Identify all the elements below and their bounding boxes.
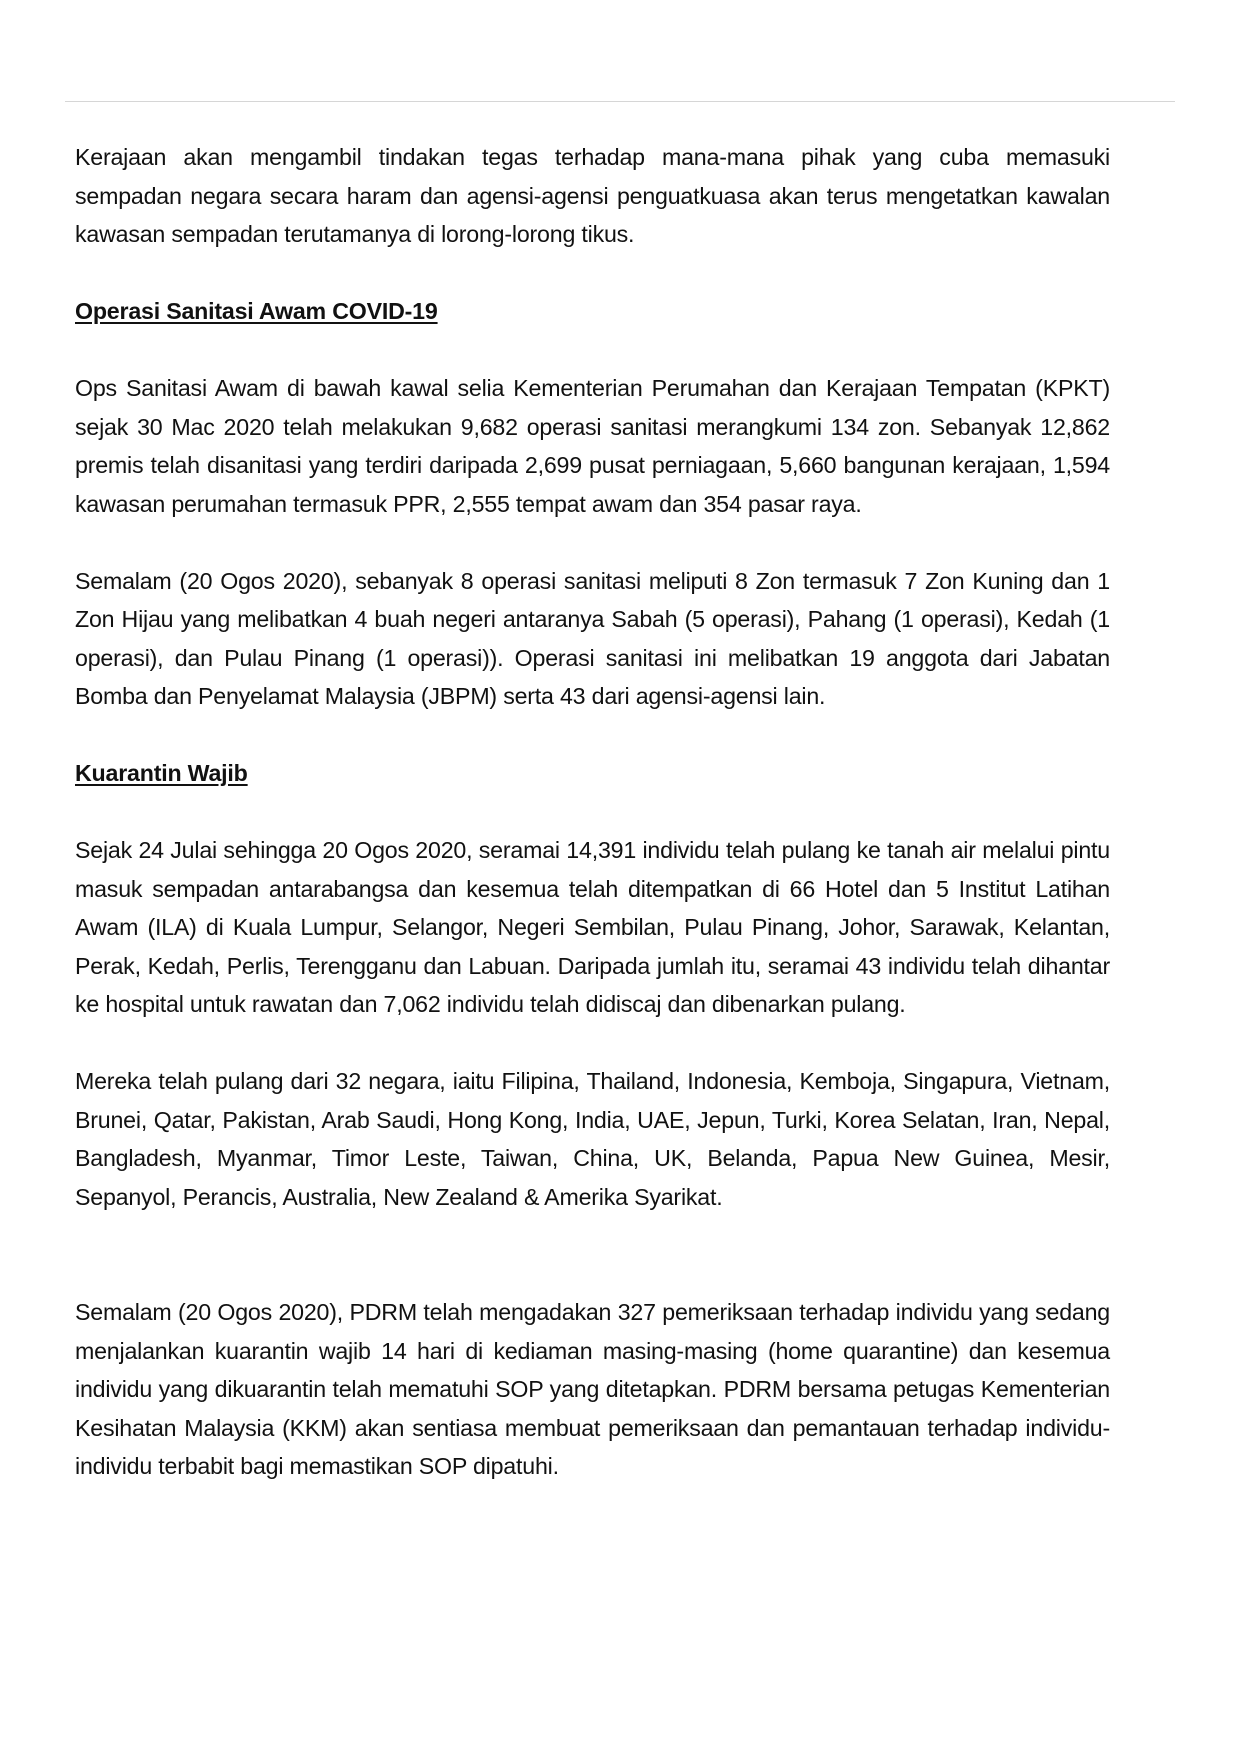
document-body xyxy=(75,138,1110,1524)
header-divider xyxy=(65,101,1175,102)
heading-mandatory-quarantine: Kuarantin Wajib xyxy=(75,760,248,786)
heading-public-sanitation: Operasi Sanitasi Awam COVID-19 xyxy=(75,298,438,324)
paragraph-quarantine-countries: Mereka telah pulang dari 32 negara, iaitu Filipina, Thailand, Indonesia, Kemboja, Singapura, Vietnam, Brunei, Qatar, Pakistan, Arab Saudi, Hong Kong, India, UAE, Jepun, Turki, Korea Selatan, Iran, Nepal, Bangladesh, Myanmar, Timor Leste, Taiwan, China, UK, Belanda, Papua New Guinea, Mesir, Sepanyol, Perancis, Australia, New Zealand & Amerika Syarikat. xyxy=(75,1068,1110,1210)
blank-line xyxy=(75,1255,1110,1294)
paragraph-sanitation-yesterday: Semalam (20 Ogos 2020), sebanyak 8 operasi sanitasi meliputi 8 Zon termasuk 7 Zon Kuning dan 1 Zon Hijau yang melibatkan 4 buah negeri antaranya Sabah (5 operasi), Pahang (1 operasi), Kedah (1 operasi), dan Pulau Pinang (1 operasi)). Operasi sanitasi ini melibatkan 19 anggota dari Jabatan Bomba dan Penyelamat Malaysia (JBPM) serta 43 dari agensi-agensi lain. xyxy=(75,567,1110,709)
paragraph-home-quarantine-checks: Semalam (20 Ogos 2020), PDRM telah mengadakan 327 pemeriksaan terhadap individu yang sedang menjalankan kuarantin wajib 14 hari di kediaman masing-masing (home quarantine) dan kesemua individu yang dikuarantin telah mematuhi SOP yang ditetapkan. PDRM bersama petugas Kementerian Kesihatan Malaysia (KKM) akan sentiasa membuat pemeriksaan dan pemantauan terhadap individu-individu terbabit bagi memastikan SOP dipatuhi. xyxy=(75,1299,1110,1479)
paragraph-quarantine-summary: Sejak 24 Julai sehingga 20 Ogos 2020, seramai 14,391 individu telah pulang ke tanah air melalui pintu masuk sempadan antarabangsa dan kesemua telah ditempatkan di 66 Hotel dan 5 Institut Latihan Awam (ILA) di Kuala Lumpur, Selangor, Negeri Sembilan, Pulau Pinang, Johor, Sarawak, Kelantan, Perak, Kedah, Perlis, Terengganu dan Labuan. Daripada jumlah itu, seramai 43 individu telah dihantar ke hospital untuk rawatan dan 7,062 individu telah didiscaj dan dibenarkan pulang. xyxy=(75,837,1110,1017)
paragraph-sanitation-summary: Ops Sanitasi Awam di bawah kawal selia Kementerian Perumahan dan Kerajaan Tempatan (KPKT) sejak 30 Mac 2020 telah melakukan 9,682 operasi sanitasi merangkumi 134 zon. Sebanyak 12,862 premis telah disanitasi yang terdiri daripada 2,699 pusat perniagaan, 5,660 bangunan kerajaan, 1,594 kawasan perumahan termasuk PPR, 2,555 tempat awam dan 354 pasar raya. xyxy=(75,375,1110,517)
paragraph-border-enforcement: Kerajaan akan mengambil tindakan tegas terhadap mana-mana pihak yang cuba memasuki sempadan negara secara haram dan agensi-agensi penguatkuasa akan terus mengetatkan kawalan kawasan sempadan terutamanya di lorong-lorong tikus. xyxy=(75,144,1110,247)
